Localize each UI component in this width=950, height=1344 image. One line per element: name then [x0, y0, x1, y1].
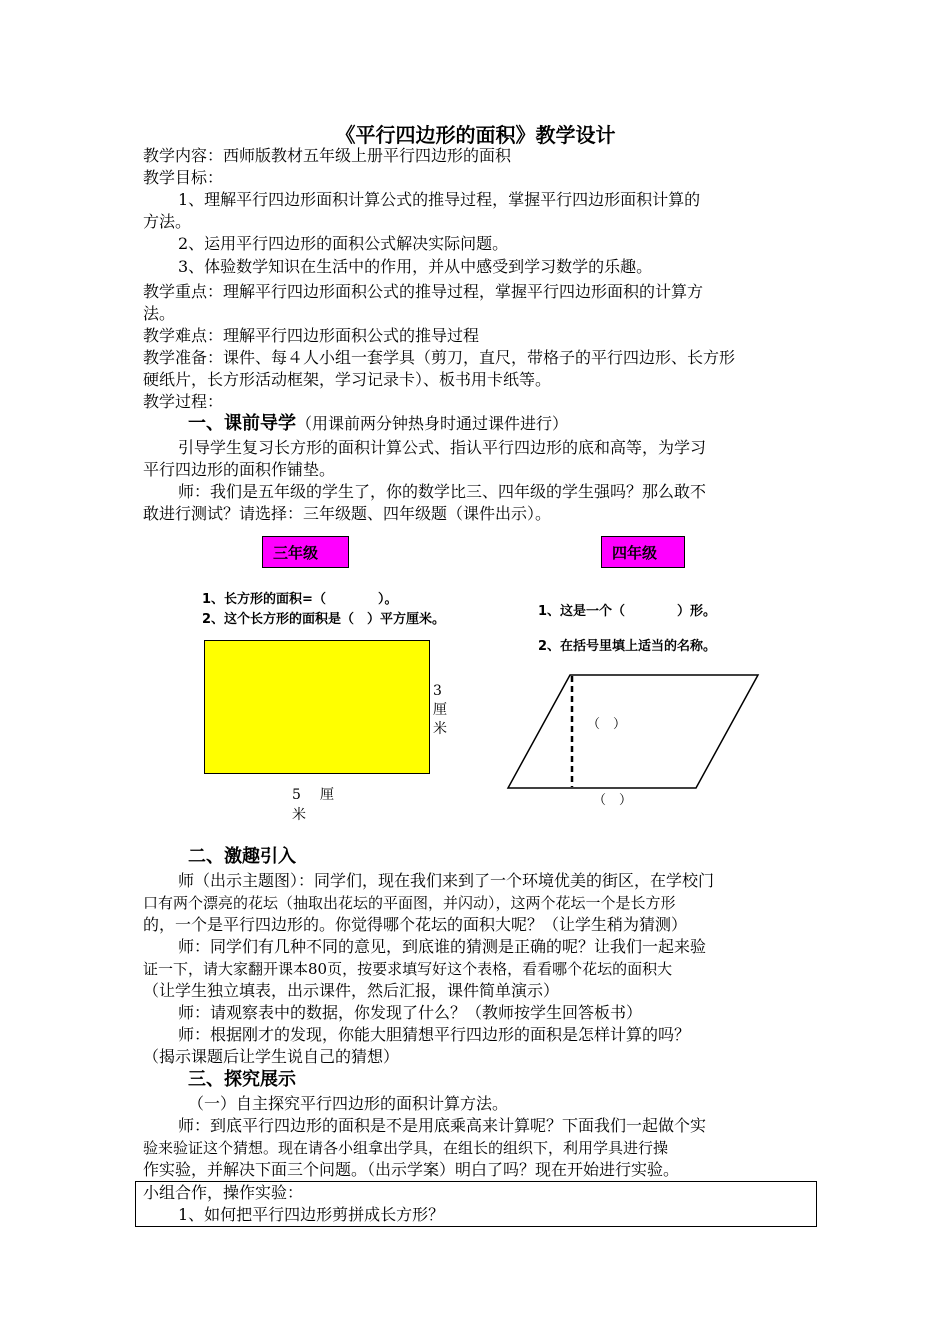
group-task-question-1: 1、如何把平行四边形剪拼成长方形？ [178, 1205, 445, 1224]
section-2-line-1: 师（出示主题图）：同学们，现在我们来到了一个环境优美的街区，在学校门 [178, 871, 715, 890]
section-2-line-4: 师：同学们有几种不同的意见，到底谁的猜测是正确的呢？让我们一起来验 [178, 937, 707, 956]
yellow-rectangle [204, 640, 430, 774]
section-2-line-3: 的，一个是平行四边形的。你觉得哪个花坛的面积大呢？（让学生稍为猜测） [143, 915, 688, 934]
grade-4-question-2: 2、在括号里填上适当的名称。 [538, 639, 717, 654]
rect-side-number: 3 [433, 683, 442, 699]
grade-4-question-1: 1、这是一个（ ）形。 [538, 604, 717, 619]
key-point-line-a: 教学重点：理解平行四边形面积公式的推导过程，掌握平行四边形面积的计算方 [143, 282, 704, 301]
group-task-title: 小组合作，操作实验： [143, 1183, 304, 1202]
difficulty-line: 教学难点：理解平行四边形面积公式的推导过程 [143, 326, 480, 345]
section-1-para-2b: 敢进行测试？请选择：三年级题、四年级题（课件出示）。 [143, 504, 552, 523]
height-blank: （ ） [587, 717, 627, 732]
key-point-line-b: 法。 [143, 304, 176, 323]
base-blank: （ ） [593, 793, 633, 808]
section-3-line-4: 作实验，并解决下面三个问题。（出示学案）明白了吗？现在开始进行实验。 [143, 1160, 680, 1179]
goal-2: 2、运用平行四边形的面积公式解决实际问题。 [178, 234, 509, 253]
process-label: 教学过程： [143, 392, 224, 411]
rect-bottom-unit-2: 米 [292, 807, 306, 823]
section-2-line-6: （让学生独立填表，出示课件，然后汇报，课件简单演示） [143, 981, 560, 1000]
section-2-line-5: 证一下，请大家翻开课本80页，按要求填写好这个表格，看看哪个花坛的面积大 [143, 960, 673, 978]
section-2-line-8: 师：根据刚才的发现，你能大胆猜想平行四边形的面积是怎样计算的吗？ [178, 1025, 691, 1044]
section-1-para-1a: 引导学生复习长方形的面积计算公式、指认平行四边形的底和高等，为学习 [178, 438, 707, 457]
grade-4-badge: 四年级 [601, 536, 685, 568]
section-1-para-1b: 平行四边形的面积作铺垫。 [143, 460, 336, 479]
section-2-heading: 二、激趣引入 [188, 846, 296, 867]
parallelogram-figure [500, 665, 770, 800]
document-title: 《平行四边形的面积》教学设计 [335, 123, 616, 147]
goal-1-line-a: 1、理解平行四边形面积计算公式的推导过程，掌握平行四边形面积计算的 [178, 190, 701, 209]
goal-1-line-b: 方法。 [143, 212, 192, 231]
section-3-line-1: （一）自主探究平行四边形的面积计算方法。 [188, 1094, 509, 1113]
prep-line-a: 教学准备：课件、每４人小组一套学具（剪刀，直尺，带格子的平行四边形、长方形 [143, 348, 736, 367]
rect-bottom-number: 5 [292, 787, 301, 803]
parallelogram-shape [508, 675, 758, 788]
section-1-para-2a: 师：我们是五年级的学生了，你的数学比三、四年级的学生强吗？那么敢不 [178, 482, 707, 501]
prep-line-b: 硬纸片，长方形活动框架，学习记录卡）、板书用卡纸等。 [143, 370, 552, 389]
rect-side-unit-1: 厘 [433, 702, 447, 718]
rect-side-unit-2: 米 [433, 721, 447, 737]
section-2-line-7: 师：请观察表中的数据，你发现了什么？（教师按学生回答板书） [178, 1003, 643, 1022]
goal-3: 3、体验数学知识在生活中的作用，并从中感受到学习数学的乐趣。 [178, 257, 653, 276]
section-1-header [188, 413, 808, 435]
grade-3-question-2: 2、这个长方形的面积是（ ）平方厘米。 [202, 612, 446, 627]
section-2-line-2: 口有两个漂亮的花坛（抽取出花坛的平面图，并闪动），这两个花坛一个是长方形 [143, 894, 676, 912]
grade-3-badge: 三年级 [262, 536, 349, 568]
section-1-heading: 一、课前导学 [188, 413, 296, 434]
grade-3-question-1: 1、长方形的面积=（ ）。 [202, 592, 398, 607]
rect-bottom-unit-1: 厘 [320, 787, 334, 803]
section-1-note: （用课前两分钟热身时通过课件进行） [296, 414, 569, 433]
section-3-heading: 三、探究展示 [188, 1069, 296, 1090]
section-2-line-9: （揭示课题后让学生说自己的猜想） [143, 1047, 400, 1066]
section-3-line-2: 师：到底平行四边形的面积是不是用底乘高来计算呢？下面我们一起做个实 [178, 1116, 707, 1135]
content-line: 教学内容：西师版教材五年级上册平行四边形的面积 [143, 146, 512, 165]
goals-label: 教学目标： [143, 168, 224, 187]
section-3-line-3: 验来验证这个猜想。现在请各小组拿出学具，在组长的组织下，利用学具进行操 [143, 1139, 669, 1157]
